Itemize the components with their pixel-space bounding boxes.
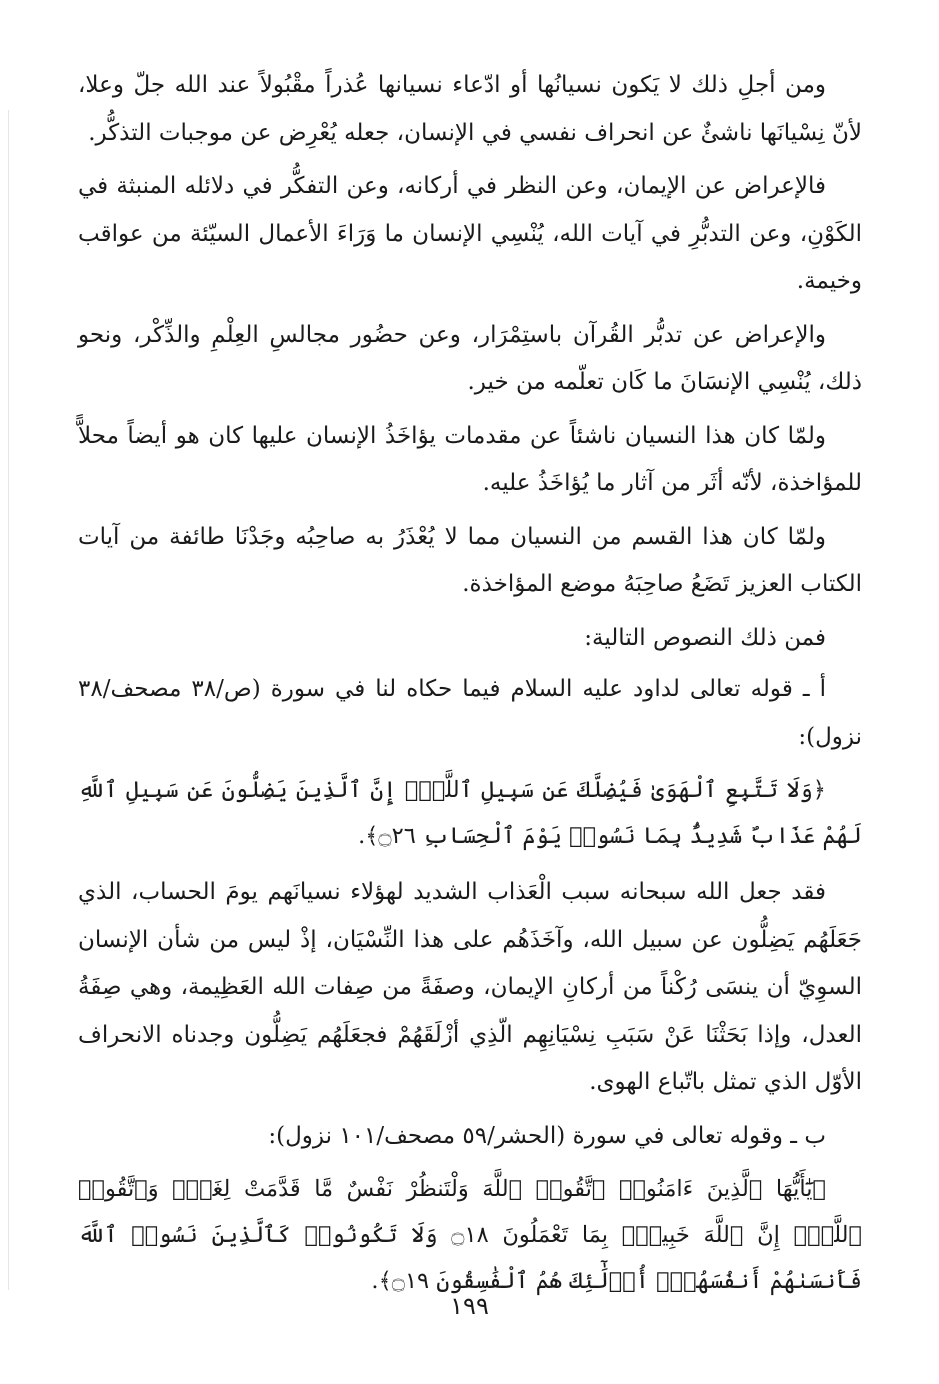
paragraph-heading-b: ب ـ وقوله تعالى في سورة (الحشر/٥٩ مصحف/١٠١ نزول): [268,1122,826,1149]
paragraph-2: فالإعراض عن الإيمان، وعن النظر في أركانه، وعن التفكُّر في دلائله المنبثة في الكَوْنِ، وعن التدبُّرِ في آيات الله، يُنْسِي الإنسان ما وَرَاءَ الأعمال السيّئة من عواقب وخيمة. [78,173,862,294]
quran-verse-hashr: ﴿يَٰٓأَيُّهَا ٱلَّذِينَ ءَامَنُوا۟ ٱتَّقُوا۟ ٱللَّهَ وَلْتَنظُرْ نَفْسٌ مَّا قَدَّمَتْ لِغَدٍۖ وَٱتَّقُوا۟ ٱللَّهَۚ إِنَّ ٱللَّهَ خَبِيرٌۢ بِمَا تَعْمَلُونَ ۝١٨ وَلَا تَكُونُوا۟ كَٱلَّذِينَ نَسُوا۟ ٱللَّهَ فَأَنسَىٰهُمْ أَنفُسَهُمْۚ أُو۟لَٰٓئِكَ هُمُ ٱلْفَٰسِقُونَ ۝١٩﴾. [78,1176,862,1294]
page-number: ١٩٩ [450,1292,489,1320]
quran-verse-sad: ﴿وَلَا تَتَّبِعِ ٱلْهَوَىٰ فَيُضِلَّكَ عَن سَبِيلِ ٱللَّهِۚ إِنَّ ٱلَّذِينَ يَضِلُّونَ عَن سَبِيلِ ٱللَّهِ لَهُمْ عَذَابٌ شَدِيدٌۢ بِمَا نَسُوا۟ يَوْمَ ٱلْحِسَابِ ۝٢٦﴾. [78,777,862,849]
paragraph-commentary: فقد جعل الله سبحانه سبب الْعَذاب الشديد لهؤلاء نسيانَهم يومَ الحساب، الذي جَعَلَهُم يَضِلُّون عن سبيل الله، وآخَذَهُم على هذا النِّسْيَان، إذْ ليس من شأن الإنسان السوِيّ أن ينسَى رُكْناً من أركانِ الإيمان، وصفَةً من صِفات الله العَظِيمة، وهي صِفَةُ العدل، وإذا بَحَثْنَا عَنْ سَبَبِ نِسْيَانِهِم الّذِي أزْلَقَهُمْ فجعَلَهُم يَضِلُّون وجدناه الانحراف الأوّل الذي تمثل باتّباع الهوى. [78,879,862,1095]
paragraph-5: ولمّا كان هذا القسم من النسيان مما لا يُعْذَرُ به صاحِبُه وجَدْنَا طائفة من آيات الكتاب العزيز تَضَعُ صاحِبَهُ موضع المؤاخذة. [78,523,862,597]
paragraph-4: ولمّا كان هذا النسيان ناشئاً عن مقدمات يؤاخَذُ الإنسان عليها كان هو أيضاً محلاًّ للمؤاخذة، لأنّه أثَر من آثار ما يُؤاخَذُ عليه. [78,422,862,496]
paragraph-3: والإعراض عن تدبُّر القُرآن باستِمْرَار، وعن حضُور مجالسِ العِلْمِ والذِّكْر، ونحو ذلك، يُنْسِي الإنسَانَ ما كَان تعلّمه من خير. [78,321,862,395]
paragraph-7-heading-a: أ ـ قوله تعالى لداود عليه السلام فيما حكاه لنا في سورة (ص/٣٨ مصحف/٣٨ نزول): [78,676,862,750]
paragraph-6: فمن ذلك النصوص التالية: [584,624,826,651]
paragraph-1: ومن أجلِ ذلك لا يَكون نسيانُها أو ادّعاء نسيانها عُذراً مقْبُولاً عند الله جلّ وعلا، لأنّ نِسْيانَها ناشئٌ عن انحراف نفسي في الإنسان، جعله يُعْرِض عن موجبات التذكُّر. [78,72,862,146]
book-page-body [78,62,862,1314]
page-edge-shadow [8,110,9,1290]
